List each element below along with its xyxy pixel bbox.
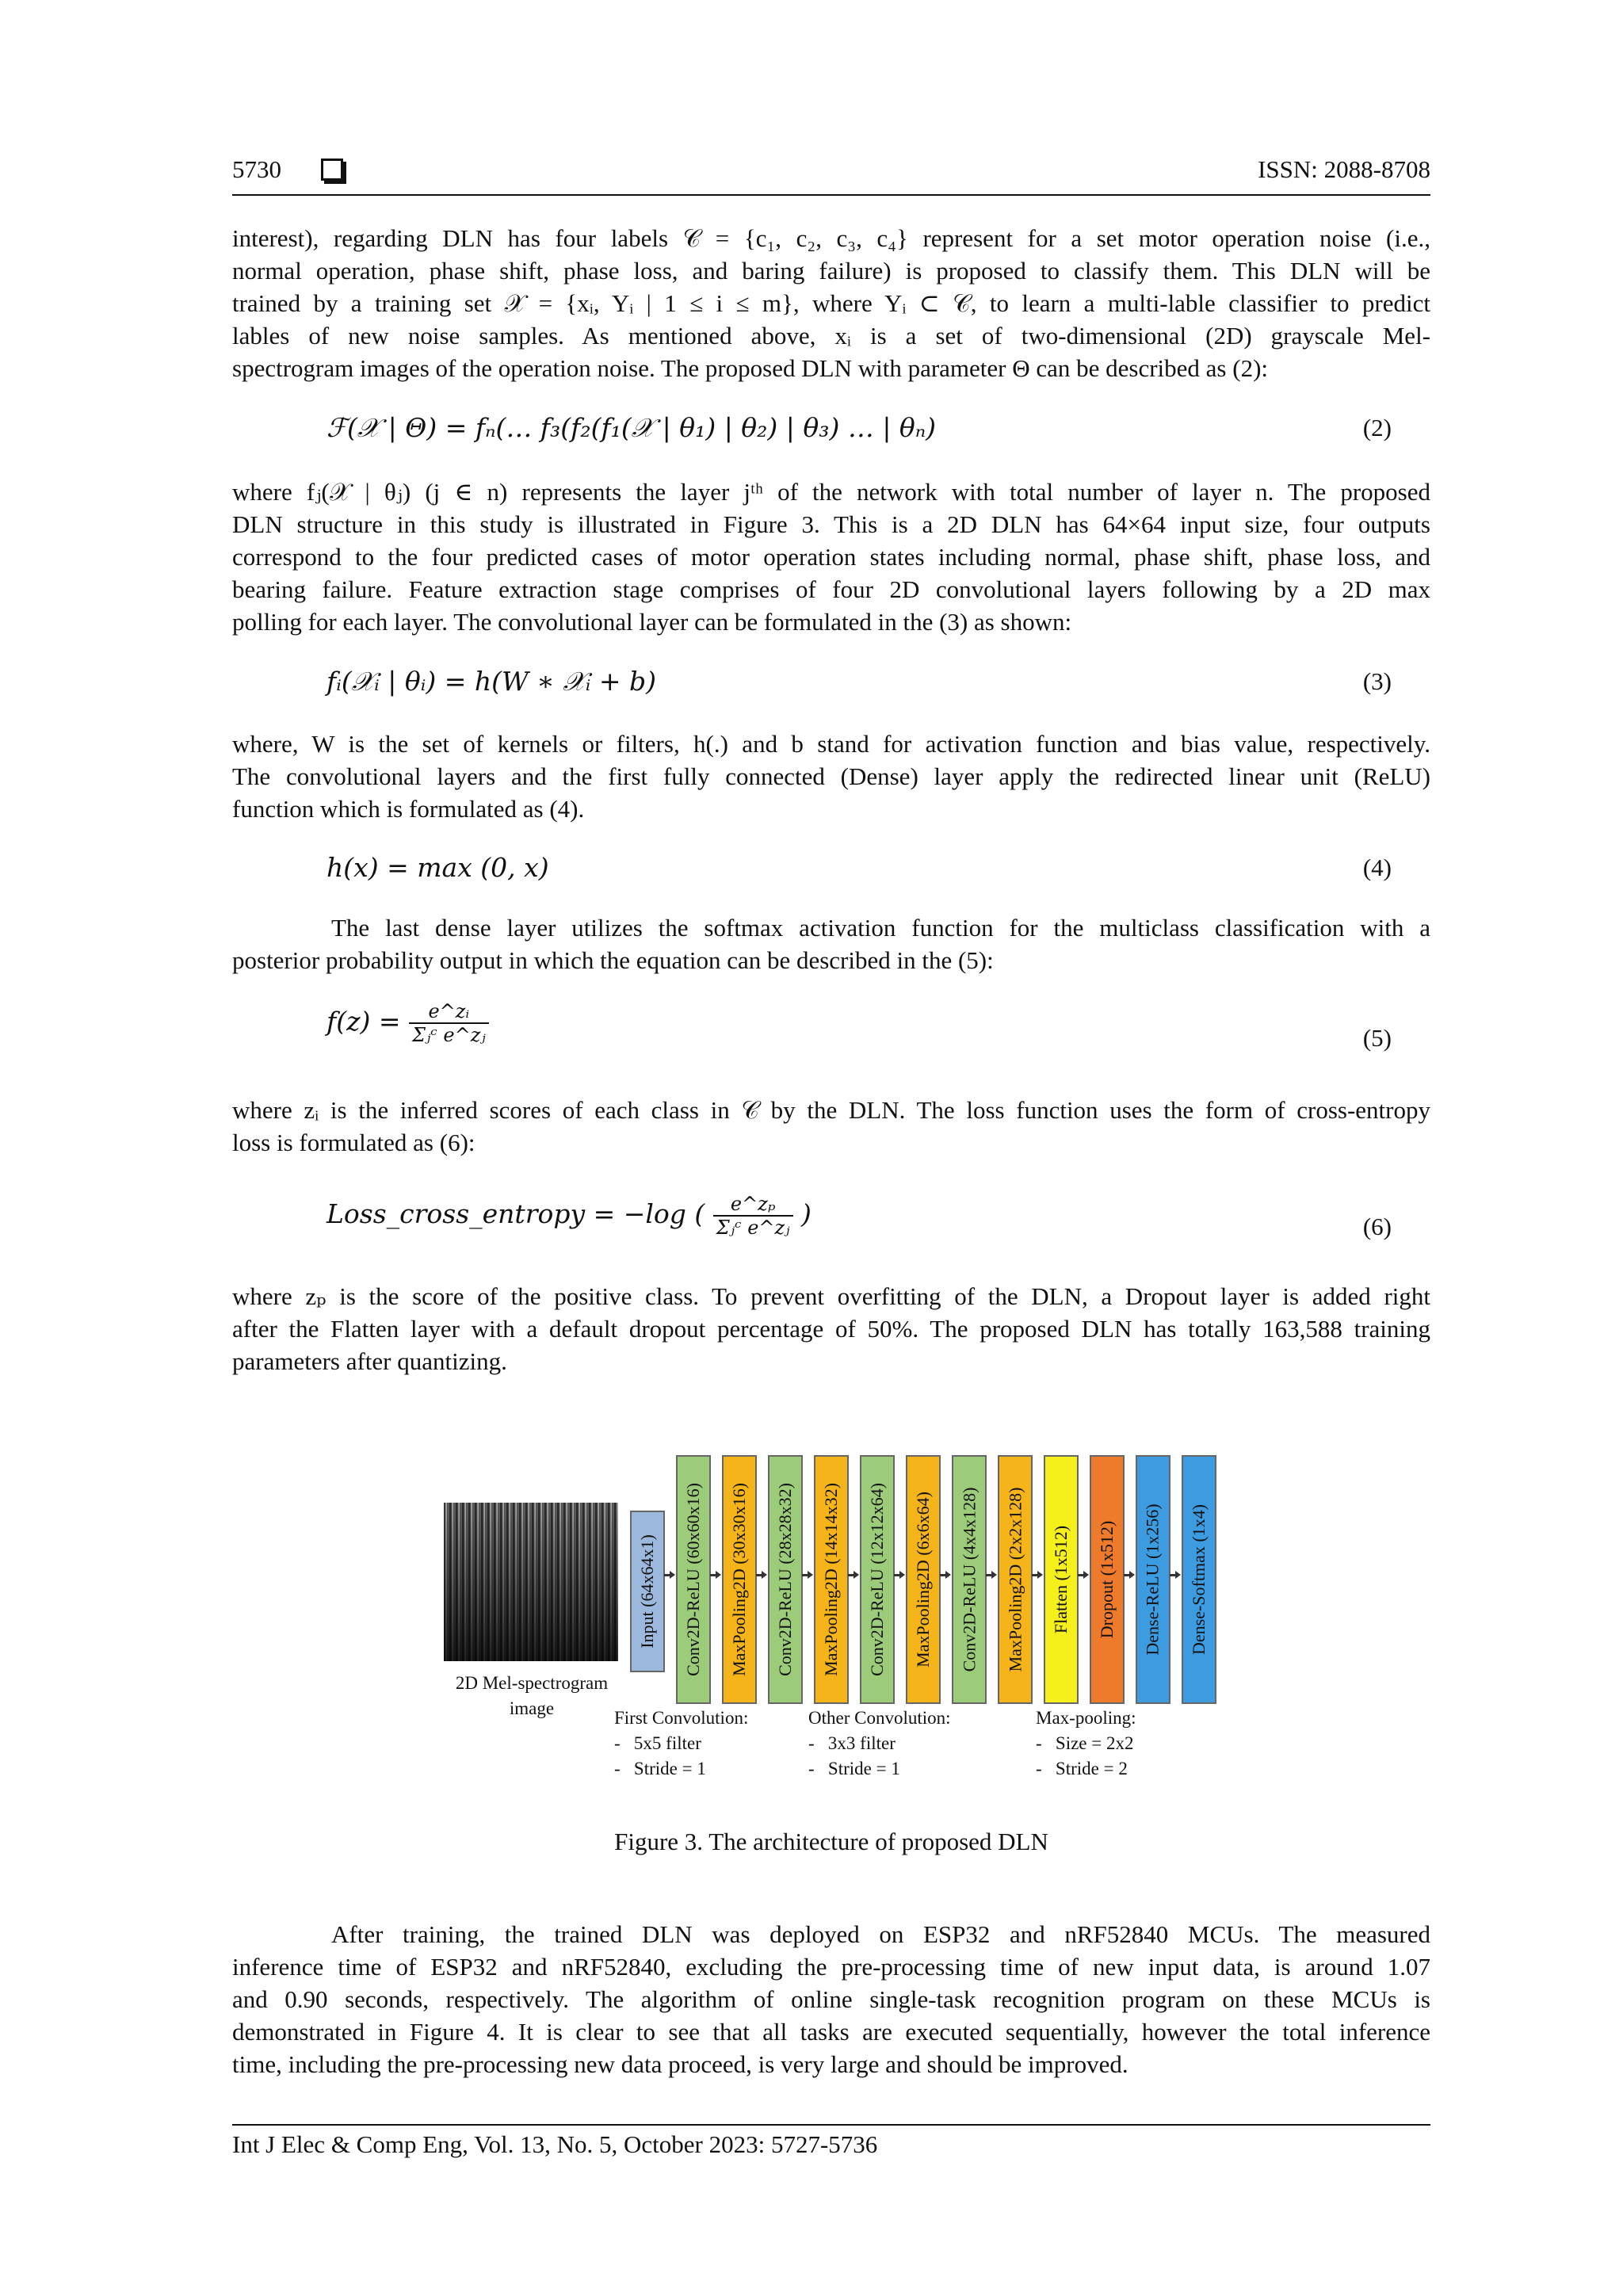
footer-rule	[232, 2124, 1430, 2126]
arrow-right-icon	[664, 1574, 670, 1576]
layer-box	[860, 1455, 895, 1704]
layer-box	[1136, 1455, 1170, 1704]
text-line: loss is formulated as (6):	[232, 1129, 475, 1156]
layer-box	[630, 1511, 665, 1672]
text-line: where zₚ is the score of the positive class. To prevent overfitting of the DLN, a Dropout layer is added right	[232, 1282, 1430, 1310]
paragraph-4	[232, 911, 1430, 976]
paragraph-7	[232, 1918, 1430, 2080]
equation-6-lhs: Loss_cross_entropy = −log (	[327, 1198, 705, 1229]
layer-box	[768, 1455, 803, 1704]
fraction-denominator: Σⱼᶜ e^zⱼ	[716, 1217, 790, 1239]
equation-5	[327, 1000, 489, 1046]
equation-3-number: (3)	[1362, 667, 1392, 695]
equation-2: ℱ(𝒳 | Θ) = fₙ(… f₃(f₂(f₁(𝒳 | θ₁) | θ₂) | θ₃) … | θₙ)	[327, 412, 937, 443]
text-line: inference time of ESP32 and nRF52840, excluding the pre-processing time of new input data, is around 1.07	[232, 1953, 1430, 1981]
text-line: time, including the pre-processing new data proceed, is very large and should be improved.	[232, 2050, 1128, 2078]
equation-6-rhs: )	[801, 1198, 812, 1229]
note-other-convolution: Other Convolution: - 3x3 filter - Stride = 1	[808, 1708, 951, 1778]
equation-5-lhs: f(z) =	[327, 1006, 401, 1037]
arrow-right-icon	[710, 1574, 716, 1576]
equation-4: h(x) = max (0, x)	[327, 852, 549, 883]
header-rule	[232, 194, 1430, 196]
equation-3: fᵢ(𝒳ᵢ | θᵢ) = h(W ∗ 𝒳ᵢ + b)	[327, 666, 656, 697]
layer-box	[906, 1455, 941, 1704]
text-line: normal operation, phase shift, phase loss, and baring failure) is proposed to classify them. This DLN will be	[232, 257, 1430, 285]
issn-label: ISSN: 2088-8708	[1258, 155, 1430, 183]
text-line: interest), regarding DLN has four labels 𝒞 = {c₁, c₂, c₃, c₄} represent for a set motor operation noise (i.e.,	[232, 224, 1430, 252]
arrow-right-icon	[802, 1574, 808, 1576]
text-line: polling for each layer. The convolutional layer can be formulated in the (3) as shown:	[232, 608, 1072, 636]
note-first-convolution: First Convolution: - 5x5 filter - Stride = 1	[614, 1708, 749, 1778]
arrow-right-icon	[894, 1574, 900, 1576]
text-line: After training, the trained DLN was deployed on ESP32 and nRF52840 MCUs. The measured	[331, 1920, 1430, 1948]
equation-6-number: (6)	[1362, 1213, 1392, 1240]
equation-5-number: (5)	[1362, 1024, 1392, 1052]
figure-caption: Figure 3. The architecture of proposed DLN	[614, 1828, 1048, 1855]
paragraph-2	[232, 476, 1430, 638]
paragraph-3	[232, 728, 1430, 825]
checkbox-square-icon	[321, 159, 343, 181]
layer-label: Conv2D-ReLU (12x12x64)	[867, 1483, 887, 1676]
text-line: where zᵢ is the inferred scores of each class in 𝒞 by the DLN. The loss function uses the form of cross-entropy	[232, 1096, 1430, 1124]
fraction-denominator: Σⱼᶜ e^zⱼ	[412, 1024, 486, 1046]
layer-label: MaxPooling2D (30x30x16)	[729, 1483, 750, 1676]
layer-label: MaxPooling2D (14x14x32)	[821, 1483, 842, 1676]
arrow-right-icon	[848, 1574, 854, 1576]
equation-6	[327, 1193, 812, 1239]
layer-box	[676, 1455, 711, 1704]
text-line: DLN structure in this study is illustrated in Figure 3. This is a 2D DLN has 64×64 input size, four outputs	[232, 510, 1430, 538]
figure-3-architecture	[444, 1447, 1220, 1780]
layer-label: Flatten (1x512)	[1051, 1525, 1071, 1634]
paragraph-5	[232, 1094, 1430, 1159]
note-max-pooling: Max-pooling: - Size = 2x2 - Stride = 2	[1036, 1708, 1136, 1778]
text-line: The convolutional layers and the first fully connected (Dense) layer apply the redirected linear unit (ReLU)	[232, 762, 1430, 790]
layer-label: MaxPooling2D (2x2x128)	[1005, 1487, 1025, 1672]
layer-label: Conv2D-ReLU (4x4x128)	[959, 1487, 979, 1672]
layer-box	[1090, 1455, 1125, 1704]
layer-label: Dropout (1x512)	[1097, 1520, 1117, 1639]
layer-label: Dense-Softmax (1x4)	[1189, 1503, 1209, 1656]
text-line: and 0.90 seconds, respectively. The algorithm of online single-task recognition program on these MCUs is	[232, 1985, 1430, 2013]
text-line: trained by a training set 𝒳 = {xᵢ, Yᵢ | 1 ≤ i ≤ m}, where Yᵢ ⊂ 𝒞, to learn a multi-lable classifier to predict	[232, 289, 1430, 317]
text-line: The last dense layer utilizes the softmax activation function for the multiclass classification with a	[331, 914, 1430, 942]
text-line: posterior probability output in which the equation can be described in the (5):	[232, 946, 994, 974]
layer-box	[814, 1455, 849, 1704]
layer-label: MaxPooling2D (6x6x64)	[913, 1492, 934, 1668]
layer-box	[952, 1455, 987, 1704]
text-line: where, W is the set of kernels or filters, h(.) and b stand for activation function and bias value, respectively.	[232, 730, 1430, 758]
arrow-right-icon	[1124, 1574, 1130, 1576]
layer-box	[1182, 1455, 1216, 1704]
fraction	[713, 1193, 793, 1239]
equation-2-number: (2)	[1362, 414, 1392, 441]
page-footer: Int J Elec & Comp Eng, Vol. 13, No. 5, October 2023: 5727-5736	[232, 2130, 878, 2158]
text-line: where fⱼ(𝒳 | θⱼ) (j ∈ n) represents the layer jᵗʰ of the network with total number of layer n. The proposed	[232, 478, 1430, 506]
arrow-right-icon	[1078, 1574, 1084, 1576]
equation-4-number: (4)	[1362, 854, 1392, 881]
arrow-right-icon	[940, 1574, 946, 1576]
layer-label: Dense-ReLU (1x256)	[1143, 1503, 1163, 1656]
layer-box	[722, 1455, 757, 1704]
layer-box	[1044, 1455, 1079, 1704]
arrow-right-icon	[1032, 1574, 1038, 1576]
text-line: after the Flatten layer with a default dropout percentage of 50%. The proposed DLN has totally 163,588 training	[232, 1315, 1430, 1343]
text-line: demonstrated in Figure 4. It is clear to see that all tasks are executed sequentially, however the total inference	[232, 2018, 1430, 2046]
paragraph-1	[232, 222, 1430, 384]
arrow-right-icon	[756, 1574, 762, 1576]
arrow-right-icon	[986, 1574, 992, 1576]
text-line: spectrogram images of the operation noise. The proposed DLN with parameter Θ can be described as (2):	[232, 354, 1269, 382]
text-line: bearing failure. Feature extraction stage comprises of four 2D convolutional layers following by a 2D max	[232, 575, 1430, 603]
fraction-numerator: e^zᵢ	[409, 1000, 489, 1024]
fraction	[409, 1000, 489, 1046]
image-label: 2D Mel-spectrogram image	[455, 1673, 609, 1718]
page-header	[232, 155, 1430, 192]
text-line: correspond to the four predicted cases of motor operation states including normal, phase shift, phase loss, and	[232, 543, 1430, 571]
layer-box	[998, 1455, 1033, 1704]
layer-label: Conv2D-ReLU (28x28x32)	[775, 1483, 795, 1676]
layer-label: Input (64x64x1)	[637, 1534, 657, 1648]
arrow-right-icon	[1170, 1574, 1176, 1576]
paragraph-6	[232, 1280, 1430, 1377]
page-number: 5730	[232, 155, 281, 183]
fraction-numerator: e^zₚ	[713, 1193, 793, 1217]
text-line: lables of new noise samples. As mentioned above, xᵢ is a set of two-dimensional (2D) grayscale Mel-	[232, 322, 1430, 350]
text-line: parameters after quantizing.	[232, 1347, 507, 1375]
mel-spectrogram-image	[444, 1503, 618, 1661]
layer-label: Conv2D-ReLU (60x60x16)	[683, 1483, 703, 1676]
text-line: function which is formulated as (4).	[232, 795, 585, 823]
